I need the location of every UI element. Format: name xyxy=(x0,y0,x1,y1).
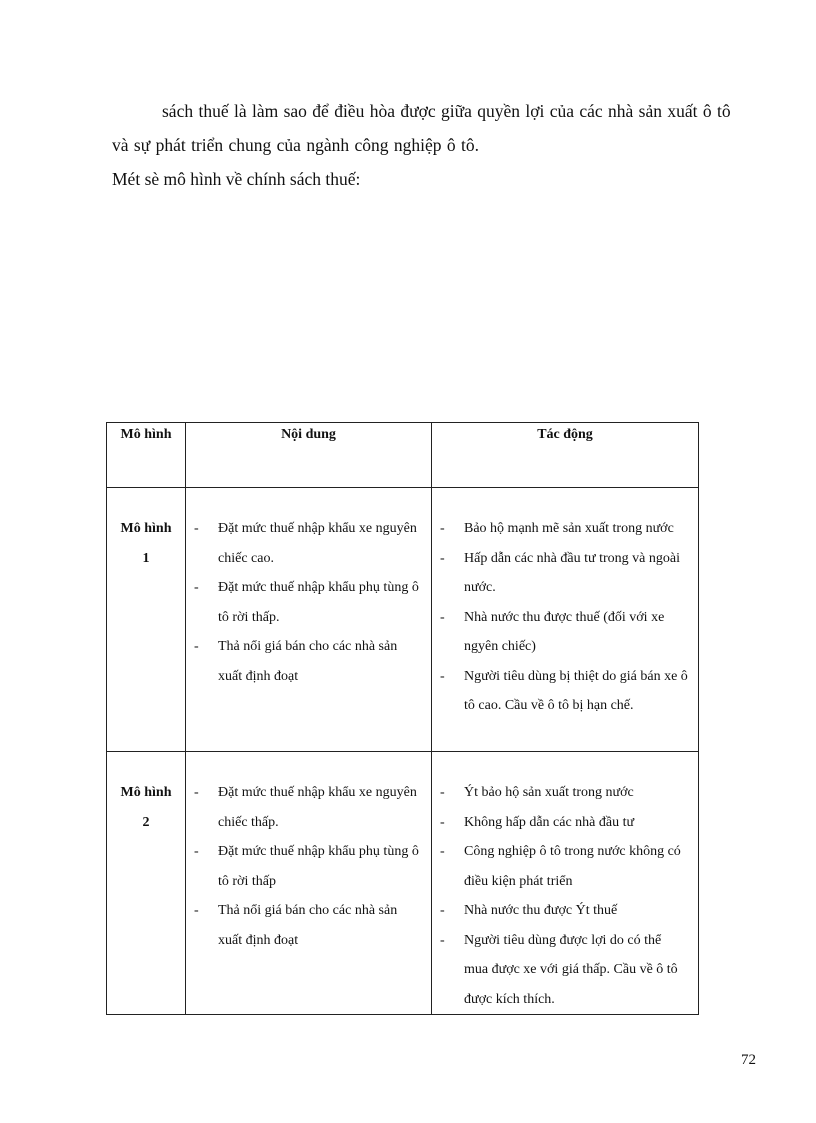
impact-cell xyxy=(432,488,699,752)
list-item: - Đặt mức thuế nhập khẩu xe nguyên chiếc thấp. xyxy=(186,778,421,837)
page-number: 72 xyxy=(741,1052,756,1068)
header-model: Mô hình xyxy=(107,423,186,488)
list-item: - Không hấp dẫn các nhà đầu tư xyxy=(432,808,688,838)
model-number: 2 xyxy=(142,814,150,830)
section-heading: Mét sè mô hình về chính sách thuế: xyxy=(112,168,361,189)
table-row xyxy=(107,488,699,752)
intro-paragraph: sách thuế là làm sao để điều hòa được giữa quyền lợi của các nhà sản xuất ô tô và sự phát triển chung của ngành công nghiệp ô tô. xyxy=(112,100,731,155)
model-label: Mô hình xyxy=(120,521,172,536)
list-item: - Bảo hộ mạnh mẽ sản xuất trong nước xyxy=(432,514,688,544)
list-item: - Thả nổi giá bán cho các nhà sản xuất định đoạt xyxy=(186,632,421,691)
header-content: Nội dung xyxy=(186,423,432,488)
list-item: - Người tiêu dùng được lợi do có thể mua được xe với giá thấp. Cầu về ô tô được kích thích. xyxy=(432,926,688,1015)
model-label-cell xyxy=(107,752,186,1015)
model-number: 1 xyxy=(142,550,150,566)
list-item: - Đặt mức thuế nhập khẩu phụ tùng ô tô rời thấp. xyxy=(186,573,421,632)
list-item: - Người tiêu dùng bị thiệt do giá bán xe ô tô cao. Cầu về ô tô bị hạn chế. xyxy=(432,662,688,721)
list-item: - Nhà nước thu được thuế (đối với xe ngyên chiếc) xyxy=(432,603,688,662)
list-item: - Thả nổi giá bán cho các nhà sản xuất định đoạt xyxy=(186,896,421,955)
model-label-cell xyxy=(107,488,186,752)
list-item: - Đặt mức thuế nhập khẩu xe nguyên chiếc cao. xyxy=(186,514,421,573)
model-label: Mô hình xyxy=(120,785,172,800)
list-item: - Ýt bảo hộ sản xuất trong nước xyxy=(432,778,688,808)
list-item: - Nhà nước thu được Ýt thuế xyxy=(432,896,688,926)
content-cell xyxy=(186,488,432,752)
list-item: - Đặt mức thuế nhập khẩu phụ tùng ô tô rời thấp xyxy=(186,837,421,896)
header-impact: Tác động xyxy=(432,423,699,488)
table-header-row xyxy=(107,423,699,488)
table-row xyxy=(107,752,699,1015)
tax-models-table xyxy=(106,422,699,1015)
list-item: - Hấp dẫn các nhà đầu tư trong và ngoài nước. xyxy=(432,544,688,603)
impact-cell xyxy=(432,752,699,1015)
content-cell xyxy=(186,752,432,1015)
list-item: - Công nghiệp ô tô trong nước không có điều kiện phát triển xyxy=(432,837,688,896)
